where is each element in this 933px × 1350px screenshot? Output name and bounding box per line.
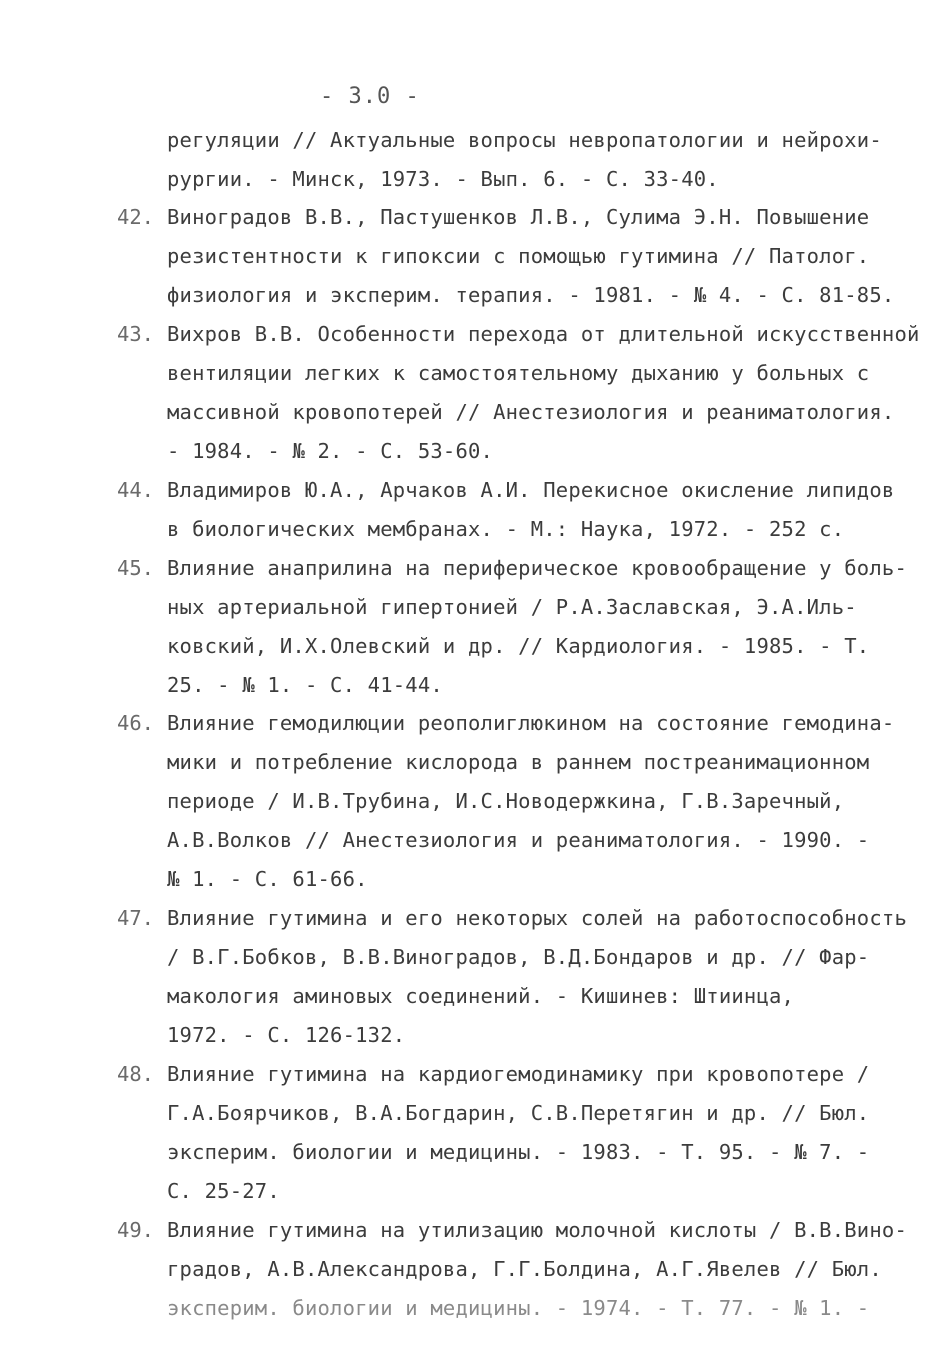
entry-line: резистентности к гипоксии с помощью гутимина // Патолог. [167,244,870,268]
entry-line: эксперим. биологии и медицины. - 1983. - Т. 95. - № 7. - [167,1140,870,1164]
entry-line: 25. - № 1. - С. 41-44. [167,673,443,697]
entry-line: № 1. - С. 61-66. [167,867,368,891]
entry-line: Влияние гемодилюции реополиглюкином на состояние гемодина- [167,711,895,735]
entry-line: С. 25-27. [167,1179,280,1203]
entry-line: 1972. - С. 126-132. [167,1023,406,1047]
entry-number: 44. [117,478,155,502]
entry-line: - 1984. - № 2. - С. 53-60. [167,439,494,463]
entry-line: вентиляции легких к самостоятельному дыханию у больных с [167,361,870,385]
entry-line: эксперим. биологии и медицины. - 1974. - Т. 77. - № 1. - [167,1296,870,1320]
entry-line: Влияние анаприлина на периферическое кровообращение у боль- [167,556,907,580]
entry-line: мики и потребление кислорода в раннем постреанимационном [167,750,870,774]
entry-line: Влияние гутимина на кардиогемодинамику при кровопотере / [167,1062,870,1086]
entry-line: рургии. - Минск, 1973. - Вып. 6. - С. 33-40. [167,167,719,191]
entry-line: ных артериальной гипертонией / Р.А.Заславская, Э.А.Иль- [167,595,857,619]
entry-number: 47. [117,906,155,930]
entry-line: Влияние гутимина на утилизацию молочной кислоты / В.В.Вино- [167,1218,907,1242]
entry-line: регуляции // Актуальные вопросы невропатологии и нейрохи- [167,128,882,152]
entry-line: Влияние гутимина и его некоторых солей на работоспособность [167,906,907,930]
page-number: - 3.0 - [320,84,420,109]
entry-line: Вихров В.В. Особенности перехода от длительной искусственной [167,322,920,346]
entry-line: периоде / И.В.Трубина, И.С.Новодержкина, Г.В.Заречный, [167,789,845,813]
entry-line: ковский, И.Х.Олевский и др. // Кардиология. - 1985. - Т. [167,634,870,658]
entry-number: 43. [117,322,155,346]
entry-number: 48. [117,1062,155,1086]
entry-line: Г.А.Боярчиков, В.А.Богдарин, С.В.Перетягин и др. // Бюл. [167,1101,870,1125]
entry-line: Владимиров Ю.А., Арчаков А.И. Перекисное окисление липидов [167,478,895,502]
entry-number: 49. [117,1218,155,1242]
entry-line: градов, А.В.Александрова, Г.Г.Болдина, А.Г.Явелев // Бюл. [167,1257,882,1281]
entry-line: А.В.Волков // Анестезиология и реаниматология. - 1990. - [167,828,870,852]
entry-number: 42. [117,205,155,229]
entry-number: 45. [117,556,155,580]
entry-number: 46. [117,711,155,735]
entry-line: массивной кровопотерей // Анестезиология и реаниматология. [167,400,895,424]
entry-line: / В.Г.Бобков, В.В.Виноградов, В.Д.Бондаров и др. // Фар- [167,945,870,969]
entry-line: физиология и эксперим. терапия. - 1981. - № 4. - С. 81-85. [167,283,895,307]
entry-line: макология аминовых соединений. - Кишинев: Штиинца, [167,984,795,1008]
entry-line: в биологических мембранах. - М.: Наука, 1972. - 252 с. [167,517,845,541]
entry-line: Виноградов В.В., Пастушенков Л.В., Сулима Э.Н. Повышение [167,205,870,229]
